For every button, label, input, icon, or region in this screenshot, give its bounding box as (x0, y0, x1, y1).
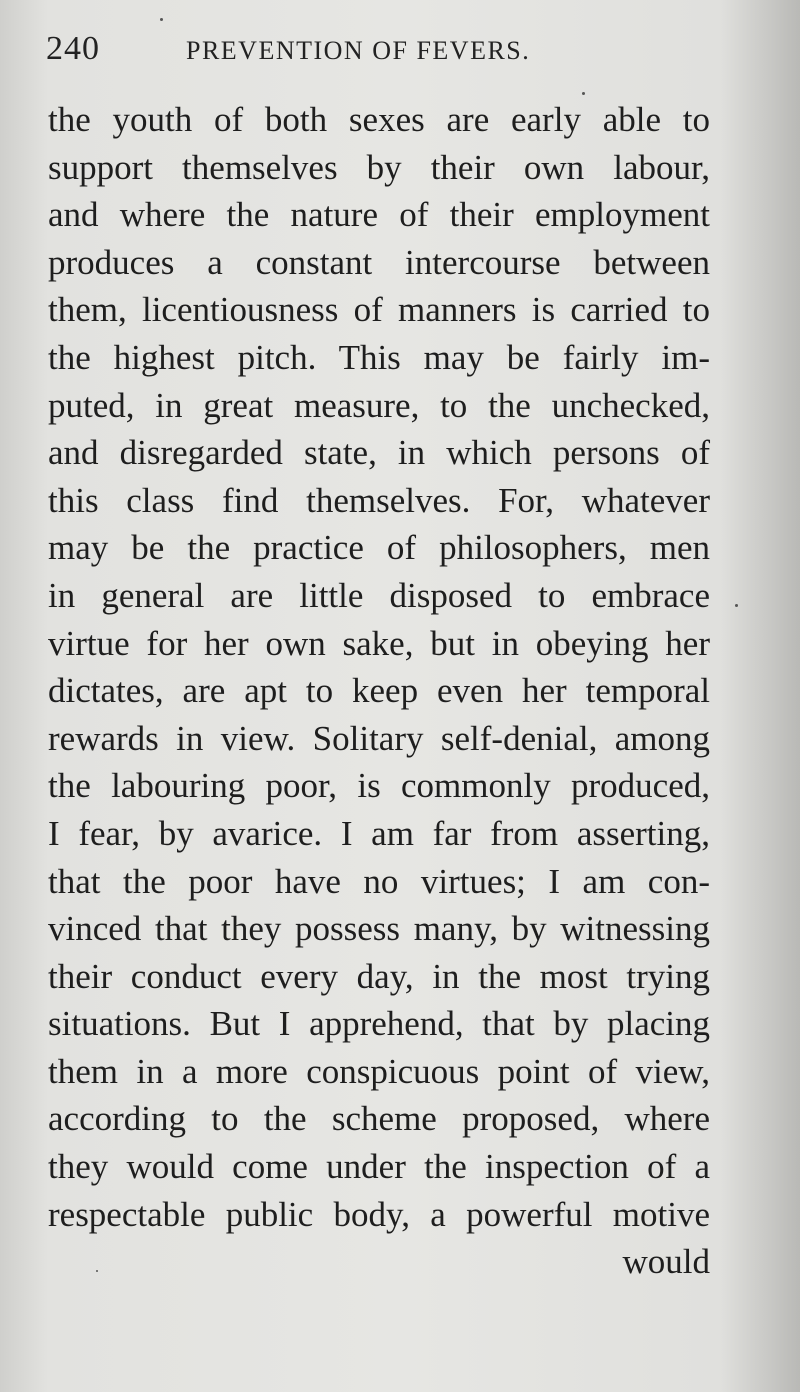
ink-speck (96, 1270, 98, 1272)
text-line: may be the practice of philosophers, men (48, 528, 710, 568)
text-line: according to the scheme proposed, where (48, 1099, 710, 1139)
text-line: their conduct every day, in the most trying (48, 956, 710, 996)
text-line: this class find themselves. For, whatever (48, 480, 710, 520)
ink-speck (735, 604, 738, 607)
text-line: I fear, by avarice. I am far from asserting, (48, 813, 710, 853)
text-line: and disregarded state, in which persons of (48, 433, 710, 473)
body-text (48, 96, 710, 1286)
text-line: that the poor have no virtues; I am con- (48, 861, 710, 901)
text-line: respectable public body, a powerful motive (48, 1194, 710, 1234)
text-line: the youth of both sexes are early able to (48, 100, 710, 139)
text-line: them, licentiousness of manners is carried to (48, 290, 710, 330)
ink-speck (582, 92, 585, 95)
text-line: in general are little disposed to embrace (48, 575, 710, 615)
running-title: PREVENTION OF FEVERS. (186, 36, 531, 65)
text-line: puted, in great measure, to the unchecked, (48, 385, 710, 425)
text-line: the highest pitch. This may be fairly im- (48, 337, 710, 377)
text-line: support themselves by their own labour, (48, 147, 710, 187)
text-line: them in a more conspicuous point of view, (48, 1051, 710, 1091)
running-head (46, 30, 710, 80)
text-line: vinced that they possess many, by witnessing (48, 909, 710, 949)
text-line: virtue for her own sake, but in obeying her (48, 623, 710, 663)
catchword: would (622, 1242, 710, 1282)
text-line: situations. But I apprehend, that by placing (48, 1004, 710, 1044)
text-line: and where the nature of their employment (48, 195, 710, 235)
ink-speck (160, 18, 163, 21)
text-line: they would come under the inspection of a (48, 1147, 710, 1187)
text-line: the labouring poor, is commonly produced, (48, 766, 710, 806)
page-number: 240 (46, 30, 100, 67)
text-line: produces a constant intercourse between (48, 242, 710, 282)
text-line: dictates, are apt to keep even her temporal (48, 671, 710, 711)
text-line: rewards in view. Solitary self-denial, among (48, 718, 710, 758)
